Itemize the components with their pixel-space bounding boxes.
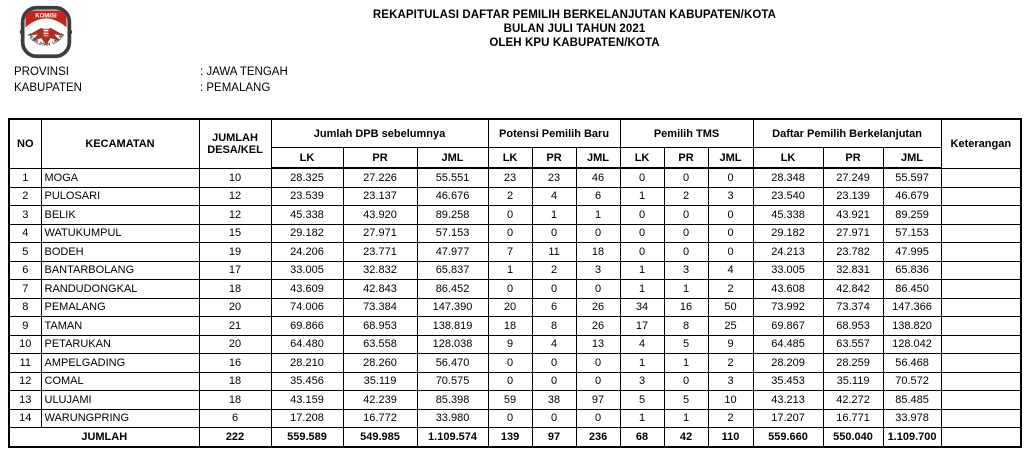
- keterangan-cell: [941, 243, 1021, 262]
- subcol-dpb-lk: LK: [753, 148, 823, 169]
- desa-kel-count: 20: [199, 298, 271, 317]
- dpb-jml: 57.153: [883, 224, 941, 243]
- total-dpbseb-lk: 559.589: [271, 428, 343, 448]
- tms-jml: 50: [708, 298, 753, 317]
- dpbseb-jml: 70.575: [417, 372, 488, 391]
- total-tms-lk: 68: [620, 428, 664, 448]
- desa-kel-count: 21: [199, 317, 271, 336]
- potensi-jml: 18: [576, 243, 620, 262]
- potensi-lk: 0: [488, 354, 532, 373]
- tms-jml: 4: [708, 261, 753, 280]
- potensi-jml: 97: [576, 391, 620, 410]
- tms-jml: 3: [708, 372, 753, 391]
- report-title: [120, 8, 1029, 50]
- table-row: [9, 317, 1021, 336]
- dpb-lk: 28.209: [753, 354, 823, 373]
- row-number: 10: [9, 335, 41, 354]
- kecamatan-name: AMPELGADING: [41, 354, 199, 373]
- potensi-lk: 23: [488, 168, 532, 187]
- dpb-lk: 43.213: [753, 391, 823, 410]
- desa-kel-count: 19: [199, 243, 271, 262]
- kabupaten-value: : PEMALANG: [200, 82, 271, 94]
- dpb-pr: 16.771: [823, 409, 883, 428]
- tms-pr: 16: [664, 298, 708, 317]
- table-body: [9, 168, 1021, 428]
- dpbseb-lk: 69.866: [271, 317, 343, 336]
- row-number: 14: [9, 409, 41, 428]
- row-number: 2: [9, 187, 41, 206]
- desa-kel-count: 12: [199, 206, 271, 225]
- provinsi-row: [14, 64, 288, 80]
- potensi-pr: 2: [532, 261, 576, 280]
- tms-lk: 0: [620, 206, 664, 225]
- table-row: [9, 280, 1021, 299]
- tms-lk: 3: [620, 372, 664, 391]
- title-line-3: OLEH KPU KABUPATEN/KOTA: [489, 37, 660, 49]
- potensi-lk: 59: [488, 391, 532, 410]
- table-row: [9, 372, 1021, 391]
- tms-jml: 10: [708, 391, 753, 410]
- dpb-pr: 42.272: [823, 391, 883, 410]
- tms-jml: 0: [708, 206, 753, 225]
- tms-jml: 25: [708, 317, 753, 336]
- dpb-lk: 29.182: [753, 224, 823, 243]
- dpbseb-jml: 57.153: [417, 224, 488, 243]
- kecamatan-name: TAMAN: [41, 317, 199, 336]
- dpbseb-jml: 85.398: [417, 391, 488, 410]
- total-dpbseb-jml: 1.109.574: [417, 428, 488, 448]
- subcol-potensi-jml: JML: [576, 148, 620, 169]
- col-header-kecamatan: KECAMATAN: [41, 119, 199, 168]
- dpb-pr: 27.249: [823, 168, 883, 187]
- dpbseb-jml: 33.980: [417, 409, 488, 428]
- dpbseb-jml: 55.551: [417, 168, 488, 187]
- tms-jml: 0: [708, 224, 753, 243]
- desa-kel-count: 18: [199, 391, 271, 410]
- kecamatan-name: BODEH: [41, 243, 199, 262]
- dpbseb-pr: 27.971: [343, 224, 417, 243]
- potensi-pr: 1: [532, 206, 576, 225]
- keterangan-cell: [941, 206, 1021, 225]
- kecamatan-name: PETARUKAN: [41, 335, 199, 354]
- total-potensi-lk: 139: [488, 428, 532, 448]
- tms-lk: 1: [620, 187, 664, 206]
- tms-jml: 2: [708, 280, 753, 299]
- subcol-dpbseb-pr: PR: [343, 148, 417, 169]
- dpb-lk: 33.005: [753, 261, 823, 280]
- dpb-pr: 27.971: [823, 224, 883, 243]
- kecamatan-name: WATUKUMPUL: [41, 224, 199, 243]
- dpbseb-jml: 147.390: [417, 298, 488, 317]
- potensi-pr: 0: [532, 354, 576, 373]
- potensi-lk: 0: [488, 224, 532, 243]
- desa-kel-count: 20: [199, 335, 271, 354]
- tms-lk: 4: [620, 335, 664, 354]
- tms-jml: 2: [708, 354, 753, 373]
- tms-lk: 34: [620, 298, 664, 317]
- dpbseb-lk: 28.210: [271, 354, 343, 373]
- tms-lk: 0: [620, 243, 664, 262]
- desa-kel-count: 12: [199, 187, 271, 206]
- table-row: [9, 206, 1021, 225]
- provinsi-label: PROVINSI: [14, 66, 69, 78]
- subcol-potensi-lk: LK: [488, 148, 532, 169]
- dpb-lk: 69.867: [753, 317, 823, 336]
- dpbseb-jml: 86.452: [417, 280, 488, 299]
- keterangan-cell: [941, 372, 1021, 391]
- potensi-pr: 11: [532, 243, 576, 262]
- kecamatan-name: BELIK: [41, 206, 199, 225]
- col-header-no: NO: [9, 119, 41, 168]
- row-number: 13: [9, 391, 41, 410]
- tms-jml: 0: [708, 243, 753, 262]
- potensi-lk: 0: [488, 409, 532, 428]
- keterangan-cell: [941, 187, 1021, 206]
- dpb-pr: 23.139: [823, 187, 883, 206]
- tms-lk: 1: [620, 354, 664, 373]
- kpu-logo-icon: [18, 4, 74, 60]
- dpb-jml: 47.995: [883, 243, 941, 262]
- dpbseb-jml: 56.470: [417, 354, 488, 373]
- table-row: [9, 298, 1021, 317]
- dpb-pr: 68.953: [823, 317, 883, 336]
- potensi-jml: 0: [576, 224, 620, 243]
- dpb-pr: 43.921: [823, 206, 883, 225]
- potensi-jml: 0: [576, 372, 620, 391]
- keterangan-cell: [941, 168, 1021, 187]
- tms-pr: 1: [664, 409, 708, 428]
- dpb-jml: 65.836: [883, 261, 941, 280]
- tms-lk: 0: [620, 168, 664, 187]
- tms-pr: 3: [664, 261, 708, 280]
- desa-kel-count: 6: [199, 409, 271, 428]
- recap-table: [8, 118, 1022, 448]
- dpbseb-lk: 43.159: [271, 391, 343, 410]
- total-tms-pr: 42: [664, 428, 708, 448]
- total-label: JUMLAH: [9, 428, 199, 448]
- dpbseb-pr: 68.953: [343, 317, 417, 336]
- tms-pr: 0: [664, 243, 708, 262]
- dpbseb-jml: 46.676: [417, 187, 488, 206]
- row-number: 5: [9, 243, 41, 262]
- total-dpb-pr: 550.040: [823, 428, 883, 448]
- dpbseb-lk: 74.006: [271, 298, 343, 317]
- dpb-jml: 147.366: [883, 298, 941, 317]
- dpb-lk: 35.453: [753, 372, 823, 391]
- potensi-pr: 38: [532, 391, 576, 410]
- potensi-pr: 0: [532, 280, 576, 299]
- row-number: 11: [9, 354, 41, 373]
- title-line-1: REKAPITULASI DAFTAR PEMILIH BERKELANJUTAN KABUPATEN/KOTA: [372, 9, 777, 21]
- dpbseb-jml: 47.977: [417, 243, 488, 262]
- potensi-pr: 0: [532, 224, 576, 243]
- keterangan-cell: [941, 391, 1021, 410]
- region-info: [14, 64, 288, 96]
- potensi-pr: 8: [532, 317, 576, 336]
- keterangan-cell: [941, 317, 1021, 336]
- table-row: [9, 243, 1021, 262]
- dpbseb-lk: 35.456: [271, 372, 343, 391]
- dpb-lk: 23.540: [753, 187, 823, 206]
- provinsi-value: : JAWA TENGAH: [200, 66, 288, 78]
- tms-pr: 5: [664, 391, 708, 410]
- kecamatan-name: MOGA: [41, 168, 199, 187]
- dpbseb-pr: 73.384: [343, 298, 417, 317]
- potensi-lk: 0: [488, 280, 532, 299]
- total-dpbseb-pr: 549.985: [343, 428, 417, 448]
- dpb-pr: 32.831: [823, 261, 883, 280]
- potensi-pr: 6: [532, 298, 576, 317]
- dpbseb-lk: 17.208: [271, 409, 343, 428]
- potensi-jml: 6: [576, 187, 620, 206]
- dpbseb-lk: 28.325: [271, 168, 343, 187]
- dpbseb-lk: 24.206: [271, 243, 343, 262]
- total-desa-kel: 222: [199, 428, 271, 448]
- potensi-lk: 1: [488, 261, 532, 280]
- potensi-jml: 3: [576, 261, 620, 280]
- dpbseb-pr: 32.832: [343, 261, 417, 280]
- dpb-jml: 138.820: [883, 317, 941, 336]
- keterangan-cell: [941, 224, 1021, 243]
- tms-lk: 5: [620, 391, 664, 410]
- kecamatan-name: COMAL: [41, 372, 199, 391]
- subcol-tms-lk: LK: [620, 148, 664, 169]
- col-group-potensi-pemilih-baru: Potensi Pemilih Baru: [488, 119, 620, 148]
- col-header-keterangan: Keterangan: [941, 119, 1021, 168]
- potensi-pr: 4: [532, 187, 576, 206]
- desa-kel-count: 15: [199, 224, 271, 243]
- subcol-tms-jml: JML: [708, 148, 753, 169]
- dpbseb-lk: 23.539: [271, 187, 343, 206]
- dpbseb-jml: 128.038: [417, 335, 488, 354]
- dpb-jml: 128.042: [883, 335, 941, 354]
- dpbseb-jml: 138.819: [417, 317, 488, 336]
- dpbseb-jml: 89.258: [417, 206, 488, 225]
- tms-lk: 0: [620, 224, 664, 243]
- potensi-lk: 0: [488, 372, 532, 391]
- dpbseb-lk: 64.480: [271, 335, 343, 354]
- table-row: [9, 168, 1021, 187]
- tms-lk: 1: [620, 261, 664, 280]
- desa-kel-count: 17: [199, 261, 271, 280]
- dpb-pr: 23.782: [823, 243, 883, 262]
- tms-pr: 1: [664, 354, 708, 373]
- dpb-jml: 89.259: [883, 206, 941, 225]
- potensi-jml: 0: [576, 409, 620, 428]
- row-number: 12: [9, 372, 41, 391]
- dpbseb-pr: 35.119: [343, 372, 417, 391]
- subcol-potensi-pr: PR: [532, 148, 576, 169]
- table-row: [9, 224, 1021, 243]
- kecamatan-name: ULUJAMI: [41, 391, 199, 410]
- dpb-lk: 45.338: [753, 206, 823, 225]
- dpbseb-pr: 16.772: [343, 409, 417, 428]
- kabupaten-row: [14, 80, 288, 96]
- tms-jml: 9: [708, 335, 753, 354]
- dpb-jml: 86.450: [883, 280, 941, 299]
- tms-pr: 0: [664, 224, 708, 243]
- tms-pr: 5: [664, 335, 708, 354]
- row-number: 6: [9, 261, 41, 280]
- subcol-dpb-jml: JML: [883, 148, 941, 169]
- row-number: 3: [9, 206, 41, 225]
- dpb-pr: 73.374: [823, 298, 883, 317]
- dpb-lk: 28.348: [753, 168, 823, 187]
- potensi-lk: 7: [488, 243, 532, 262]
- dpbseb-lk: 45.338: [271, 206, 343, 225]
- dpbseb-lk: 43.609: [271, 280, 343, 299]
- tms-lk: 1: [620, 409, 664, 428]
- total-dpb-lk: 559.660: [753, 428, 823, 448]
- keterangan-cell: [941, 335, 1021, 354]
- tms-jml: 0: [708, 168, 753, 187]
- dpbseb-pr: 42.239: [343, 391, 417, 410]
- dpbseb-pr: 27.226: [343, 168, 417, 187]
- keterangan-cell: [941, 261, 1021, 280]
- kecamatan-name: RANDUDONGKAL: [41, 280, 199, 299]
- row-number: 7: [9, 280, 41, 299]
- dpb-pr: 63.557: [823, 335, 883, 354]
- table-header: [9, 119, 1021, 168]
- dpbseb-pr: 42.843: [343, 280, 417, 299]
- potensi-lk: 0: [488, 206, 532, 225]
- potensi-jml: 0: [576, 354, 620, 373]
- subcol-tms-pr: PR: [664, 148, 708, 169]
- row-number: 1: [9, 168, 41, 187]
- tms-lk: 17: [620, 317, 664, 336]
- col-group-daftar-pemilih-berkelanjutan: Daftar Pemilih Berkelanjutan: [753, 119, 941, 148]
- tms-jml: 3: [708, 187, 753, 206]
- subcol-dpbseb-lk: LK: [271, 148, 343, 169]
- kpu-logo: [18, 4, 74, 60]
- tms-pr: 1: [664, 280, 708, 299]
- dpb-jml: 70.572: [883, 372, 941, 391]
- dpb-jml: 46.679: [883, 187, 941, 206]
- kecamatan-name: WARUNGPRING: [41, 409, 199, 428]
- potensi-pr: 0: [532, 372, 576, 391]
- table-row: [9, 261, 1021, 280]
- dpb-jml: 33.978: [883, 409, 941, 428]
- potensi-lk: 9: [488, 335, 532, 354]
- dpb-pr: 42.842: [823, 280, 883, 299]
- potensi-lk: 20: [488, 298, 532, 317]
- dpbseb-pr: 23.771: [343, 243, 417, 262]
- dpb-pr: 28.259: [823, 354, 883, 373]
- dpbseb-pr: 23.137: [343, 187, 417, 206]
- dpb-lk: 64.485: [753, 335, 823, 354]
- dpb-jml: 56.468: [883, 354, 941, 373]
- tms-pr: 2: [664, 187, 708, 206]
- tms-pr: 0: [664, 372, 708, 391]
- dpbseb-pr: 63.558: [343, 335, 417, 354]
- potensi-jml: 13: [576, 335, 620, 354]
- col-group-pemilih-tms: Pemilih TMS: [620, 119, 753, 148]
- keterangan-cell: [941, 280, 1021, 299]
- dpbseb-lk: 29.182: [271, 224, 343, 243]
- total-row: [9, 428, 1021, 448]
- desa-kel-count: 10: [199, 168, 271, 187]
- svg-text:KOMISI: KOMISI: [35, 13, 57, 20]
- desa-kel-count: 16: [199, 354, 271, 373]
- desa-kel-count: 18: [199, 372, 271, 391]
- col-group-dpb-sebelumnya: Jumlah DPB sebelumnya: [271, 119, 488, 148]
- table-footer: [9, 428, 1021, 448]
- table-row: [9, 335, 1021, 354]
- dpb-lk: 73.992: [753, 298, 823, 317]
- svg-text:PEMILIHAN UMUM: PEMILIHAN UMUM: [26, 33, 66, 48]
- total-keterangan: [941, 428, 1021, 448]
- tms-pr: 8: [664, 317, 708, 336]
- tms-lk: 1: [620, 280, 664, 299]
- table-row: [9, 391, 1021, 410]
- tms-pr: 0: [664, 168, 708, 187]
- row-number: 8: [9, 298, 41, 317]
- dpbseb-lk: 33.005: [271, 261, 343, 280]
- dpbseb-pr: 28.260: [343, 354, 417, 373]
- potensi-lk: 18: [488, 317, 532, 336]
- dpb-jml: 85.485: [883, 391, 941, 410]
- subcol-dpb-pr: PR: [823, 148, 883, 169]
- keterangan-cell: [941, 298, 1021, 317]
- tms-jml: 2: [708, 409, 753, 428]
- desa-kel-count: 18: [199, 280, 271, 299]
- potensi-jml: 0: [576, 280, 620, 299]
- total-tms-jml: 110: [708, 428, 753, 448]
- total-potensi-pr: 97: [532, 428, 576, 448]
- dpb-jml: 55.597: [883, 168, 941, 187]
- potensi-jml: 1: [576, 206, 620, 225]
- potensi-lk: 2: [488, 187, 532, 206]
- table-row: [9, 187, 1021, 206]
- keterangan-cell: [941, 354, 1021, 373]
- table-row: [9, 409, 1021, 428]
- col-header-jumlah-desa-kel: JUMLAH DESA/KEL: [199, 119, 271, 168]
- potensi-pr: 0: [532, 409, 576, 428]
- dpb-lk: 43.608: [753, 280, 823, 299]
- potensi-pr: 4: [532, 335, 576, 354]
- potensi-pr: 23: [532, 168, 576, 187]
- row-number: 9: [9, 317, 41, 336]
- table-row: [9, 354, 1021, 373]
- dpbseb-pr: 43.920: [343, 206, 417, 225]
- title-line-2: BULAN JULI TAHUN 2021: [503, 23, 646, 35]
- dpb-pr: 35.119: [823, 372, 883, 391]
- potensi-jml: 26: [576, 298, 620, 317]
- potensi-jml: 26: [576, 317, 620, 336]
- dpb-lk: 17.207: [753, 409, 823, 428]
- kabupaten-label: KABUPATEN: [14, 82, 82, 94]
- dpb-lk: 24.213: [753, 243, 823, 262]
- row-number: 4: [9, 224, 41, 243]
- kecamatan-name: PEMALANG: [41, 298, 199, 317]
- kecamatan-name: PULOSARI: [41, 187, 199, 206]
- kecamatan-name: BANTARBOLANG: [41, 261, 199, 280]
- total-potensi-jml: 236: [576, 428, 620, 448]
- dpbseb-jml: 65.837: [417, 261, 488, 280]
- total-dpb-jml: 1.109.700: [883, 428, 941, 448]
- tms-pr: 0: [664, 206, 708, 225]
- subcol-dpbseb-jml: JML: [417, 148, 488, 169]
- keterangan-cell: [941, 409, 1021, 428]
- potensi-jml: 46: [576, 168, 620, 187]
